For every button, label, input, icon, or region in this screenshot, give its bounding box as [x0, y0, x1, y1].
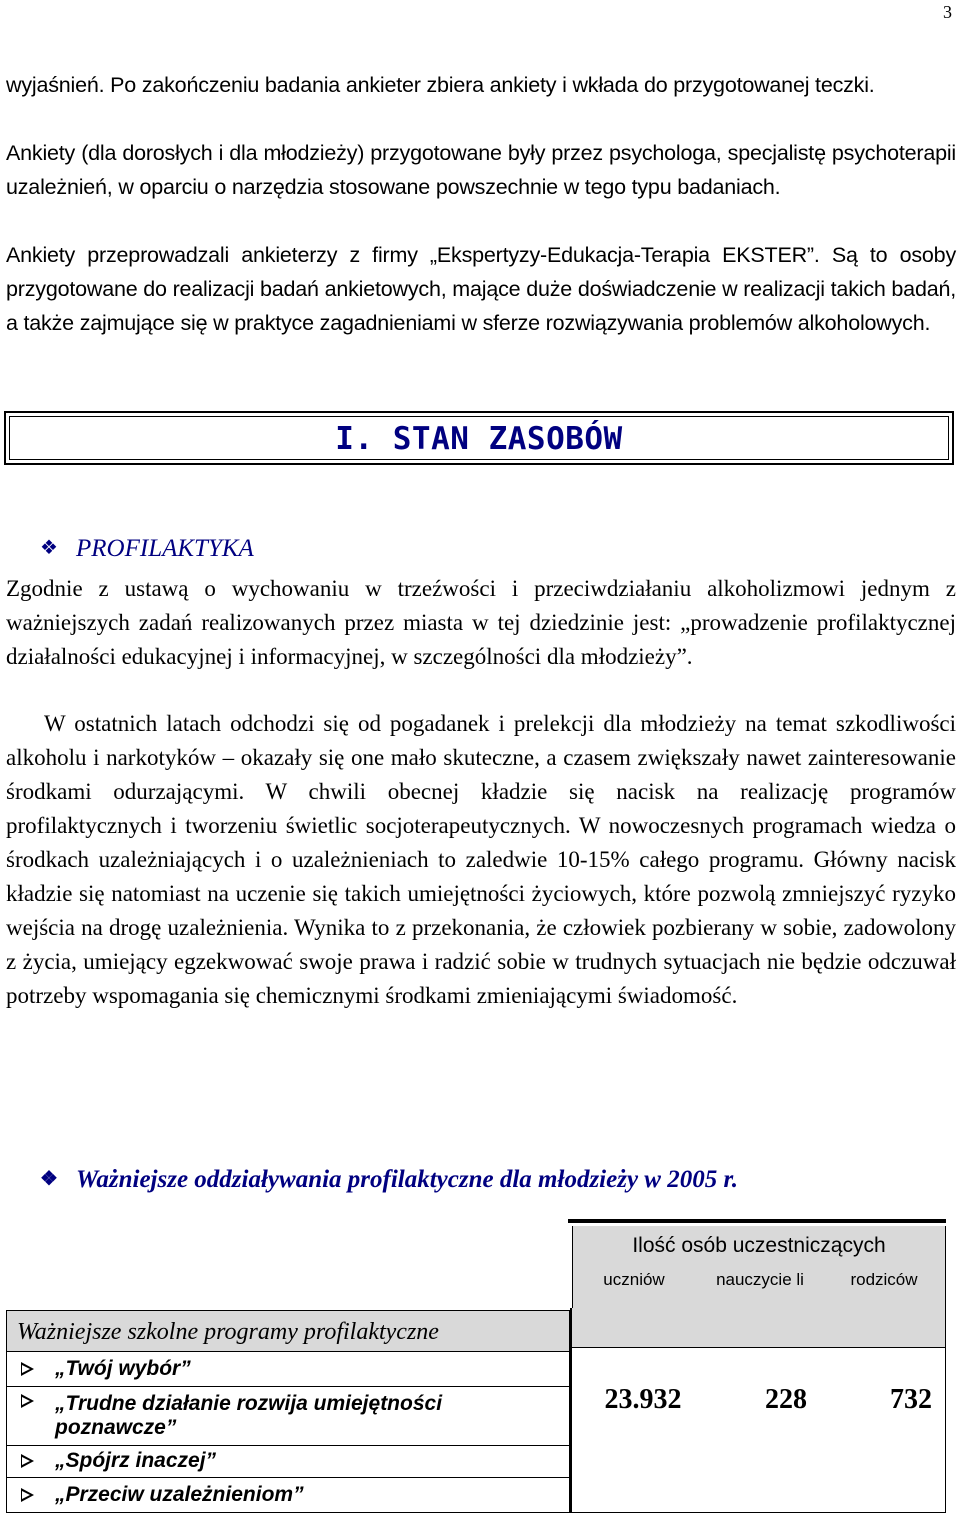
parents-value: 732: [890, 1384, 932, 1415]
column-header-parents: rodziców: [850, 1270, 918, 1289]
diamond-bullet-icon: ❖: [40, 537, 58, 559]
program-name: „Trudne działanie rozwija umiejętności poznawcze”: [55, 1392, 443, 1439]
profilaktyka-heading-text: PROFILAKTYKA: [76, 535, 254, 562]
intro-paragraph-3: Ankiety przeprowadzali ankieterzy z firmy „Ekspertyzy-Edukacja-Terapia EKSTER”. Są to osoby przygotowane do realizacji badań ankietowych, mające duże doświadczenie w realizacji takich badań, a także zajmujące się w praktyce zagadnieniami w sferze rozwiązywania problemów alkoholowych.: [6, 243, 956, 335]
column-header-teachers: nauczycie li: [716, 1270, 804, 1289]
program-row: [7, 1444, 569, 1478]
intro-paragraph-2: Ankiety (dla dorosłych i dla młodzieży) przygotowane były przez psychologa, specjalistę psychoterapii uzależnień, w oparciu o narzędzia stosowane powszechnie w tego typu badaniach.: [6, 141, 956, 199]
intro-paragraph-1: wyjaśnień. Po zakończeniu badania ankieter zbiera ankiety i wkłada do przygotowanej teczki.: [6, 73, 875, 97]
profilaktyka-heading: [40, 535, 254, 563]
page-number: 3: [943, 2, 952, 22]
program-row: [7, 1478, 569, 1512]
section-title: I. STAN ZASOBÓW: [335, 421, 623, 457]
profilaktyka-paragraph-2: W ostatnich latach odchodzi się od pogadanek i prelekcji dla młodzieży na temat szkodliwości alkoholu i narkotyków – okazały się one mało skuteczne, a czasem zwiększały nawet zainteresowanie środkami odurzającymi. W chwili obecnej kładzie się nacisk na realizację programów profilaktycznych i tworzeniu świetlic socjoterapeutycznych. W nowoczesnych programach wiedza o środkach uzależniających i o uzależnieniach to zaledwie 10-15% całego programu. Główny nacisk kładzie się natomiast na uczenie się takich umiejętności życiowych, które pozwolą zmniejszyć ryzyko wejścia na drogę uzależnienia. Wynika to z przekonania, że człowiek pozbierany w sobie, zadowolony z życia, umiejący egzekwować swoje prawa i radzić sobie w trudnych sytuacjach nie będzie odczuwał potrzeby wspomagania się chemicznymi środkami zmieniającymi świadomość.: [6, 711, 956, 1008]
activities-heading-text: Ważniejsze oddziaływania profilaktyczne dla młodzieży w 2005 r.: [76, 1166, 739, 1193]
arrow-bullet-icon: [21, 1394, 34, 1408]
program-row: [7, 1352, 569, 1387]
participants-header: [572, 1226, 946, 1308]
arrow-bullet-icon: [21, 1488, 34, 1502]
teachers-value: 228: [765, 1384, 807, 1415]
programs-table-title: Ważniejsze szkolne programy profilaktyczne: [7, 1311, 569, 1352]
program-name: „Przeciw uzależnieniom”: [55, 1483, 304, 1506]
section-title-box: [4, 411, 954, 465]
programs-table: [6, 1310, 570, 1513]
arrow-bullet-icon: [21, 1362, 34, 1376]
participants-title: Ilość osób uczestniczących: [632, 1234, 886, 1257]
activities-heading: [40, 1166, 738, 1194]
program-name: „Spójrz inaczej”: [55, 1449, 217, 1472]
profilaktyka-paragraph-1: Zgodnie z ustawą o wychowaniu w trzeźwości i przeciwdziałaniu alkoholizmowi jednym z ważniejszych zadań realizowanych przez miasta w tej dziedzinie jest: „prowadzenie profilaktycznej działalności edukacyjnej i informacyjnej, w szczególności dla młodzieży”.: [6, 576, 956, 669]
column-header-students: uczniów: [603, 1270, 665, 1289]
arrow-bullet-icon: [21, 1454, 34, 1468]
students-value: 23.932: [604, 1384, 682, 1415]
program-name: „Twój wybór”: [55, 1357, 191, 1380]
table-top-rule: [568, 1219, 946, 1223]
program-row: [7, 1387, 569, 1446]
diamond-bullet-icon: ❖: [40, 1168, 58, 1190]
